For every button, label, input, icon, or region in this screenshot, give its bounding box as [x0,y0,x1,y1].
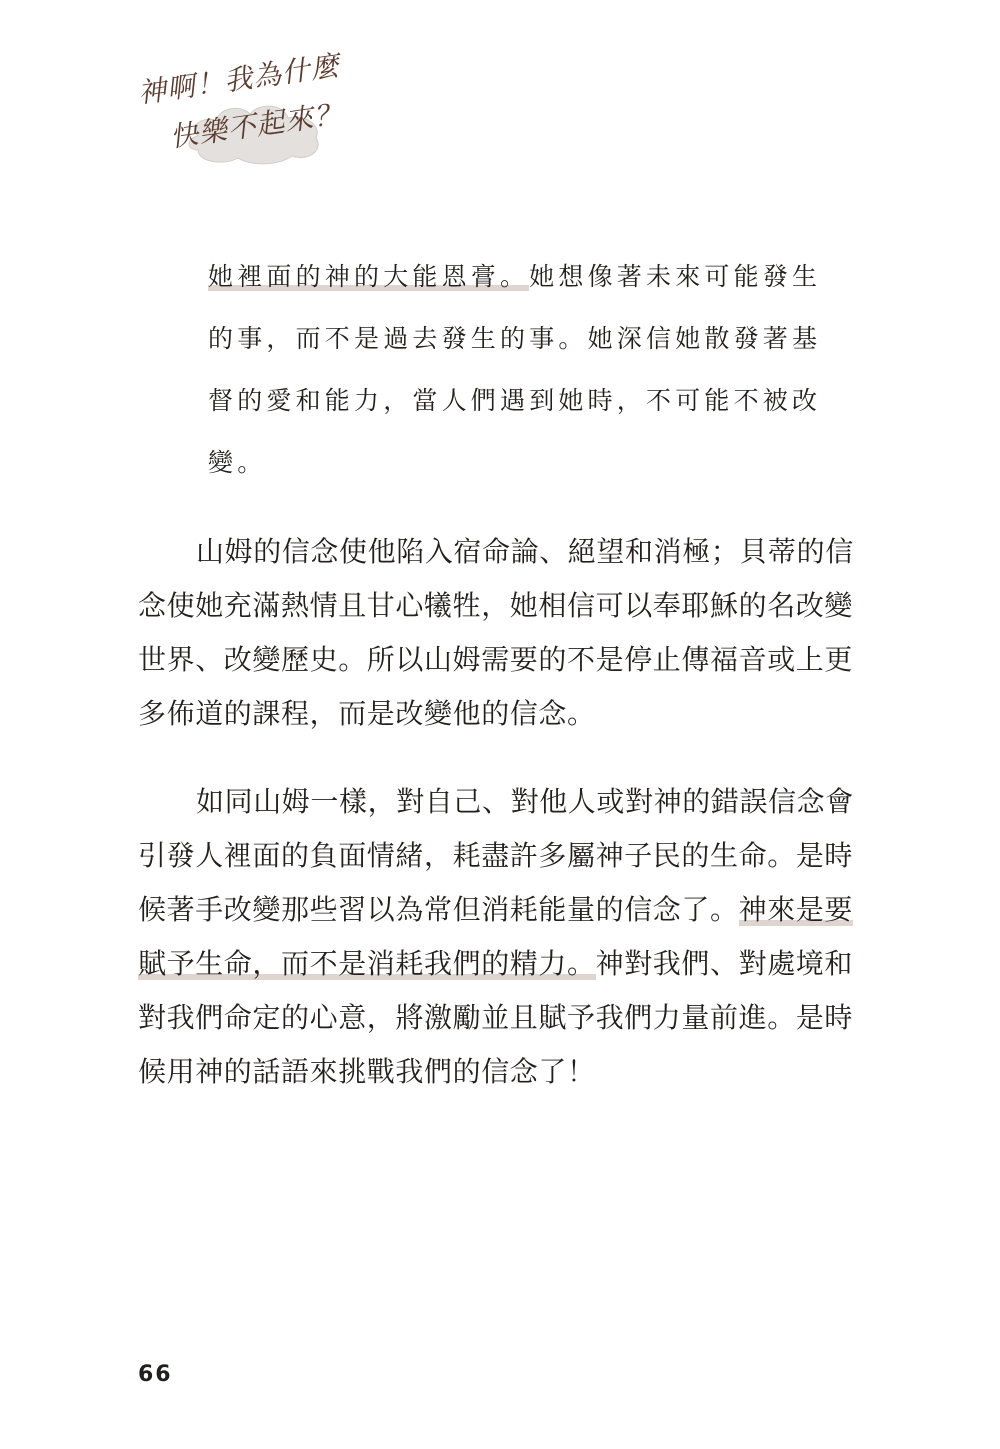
paragraph-line: 世界、改變歷史。所以山姆需要的不是停止傳福音或上更 [138,643,854,676]
paragraph-1 [138,528,854,744]
paragraph-line: 山姆的信念使他陷入宿命論、絕望和消極；貝蒂的信 [196,535,854,568]
paragraph-text: 神對我們、對處境和 [595,947,854,980]
quote-text: 她想像著未來可能發生 [529,262,822,291]
highlighted-text: 神來是要 [738,893,854,926]
paragraph-2 [138,778,854,1102]
paragraph-line: 對我們命定的心意，將激勵並且賦予我們力量前進。是時 [138,1001,854,1034]
paragraph-line: 引發人裡面的負面情緒，耗盡許多屬神子民的生命。是時 [138,839,854,872]
paragraph-line [138,940,854,994]
paragraph-line: 多佈道的課程，而是改變他的信念。 [138,697,596,730]
paragraph-line [138,886,854,940]
quote-line: 變。 [208,448,267,477]
page-number: 66 [138,1362,173,1387]
quote-line: 督的愛和能力，當人們遇到她時，不可能不被改 [208,386,822,415]
paragraph-line: 如同山姆一樣，對自己、對他人或對神的錯誤信念會 [196,785,854,818]
quote-line [208,252,822,314]
paragraph-line: 念使她充滿熱情且甘心犧牲，她相信可以奉耶穌的名改變 [138,589,854,622]
book-title-logo [128,48,348,168]
logo-line-2: 快樂不起來？ [167,96,345,154]
highlighted-text: 賦予生命，而不是消耗我們的精力。 [138,947,596,980]
paragraph-line: 候用神的話語來挑戰我們的信念了！ [138,1055,596,1088]
quote-line: 的事，而不是過去發生的事。她深信她散發著基 [208,324,822,353]
quote-block [208,252,822,500]
paragraph-text: 候著手改變那些習以為常但消耗能量的信念了。 [138,893,739,926]
highlighted-text: 她裡面的神的大能恩膏。 [208,262,530,291]
logo-line-1: 神啊！我為什麼 [135,48,342,110]
